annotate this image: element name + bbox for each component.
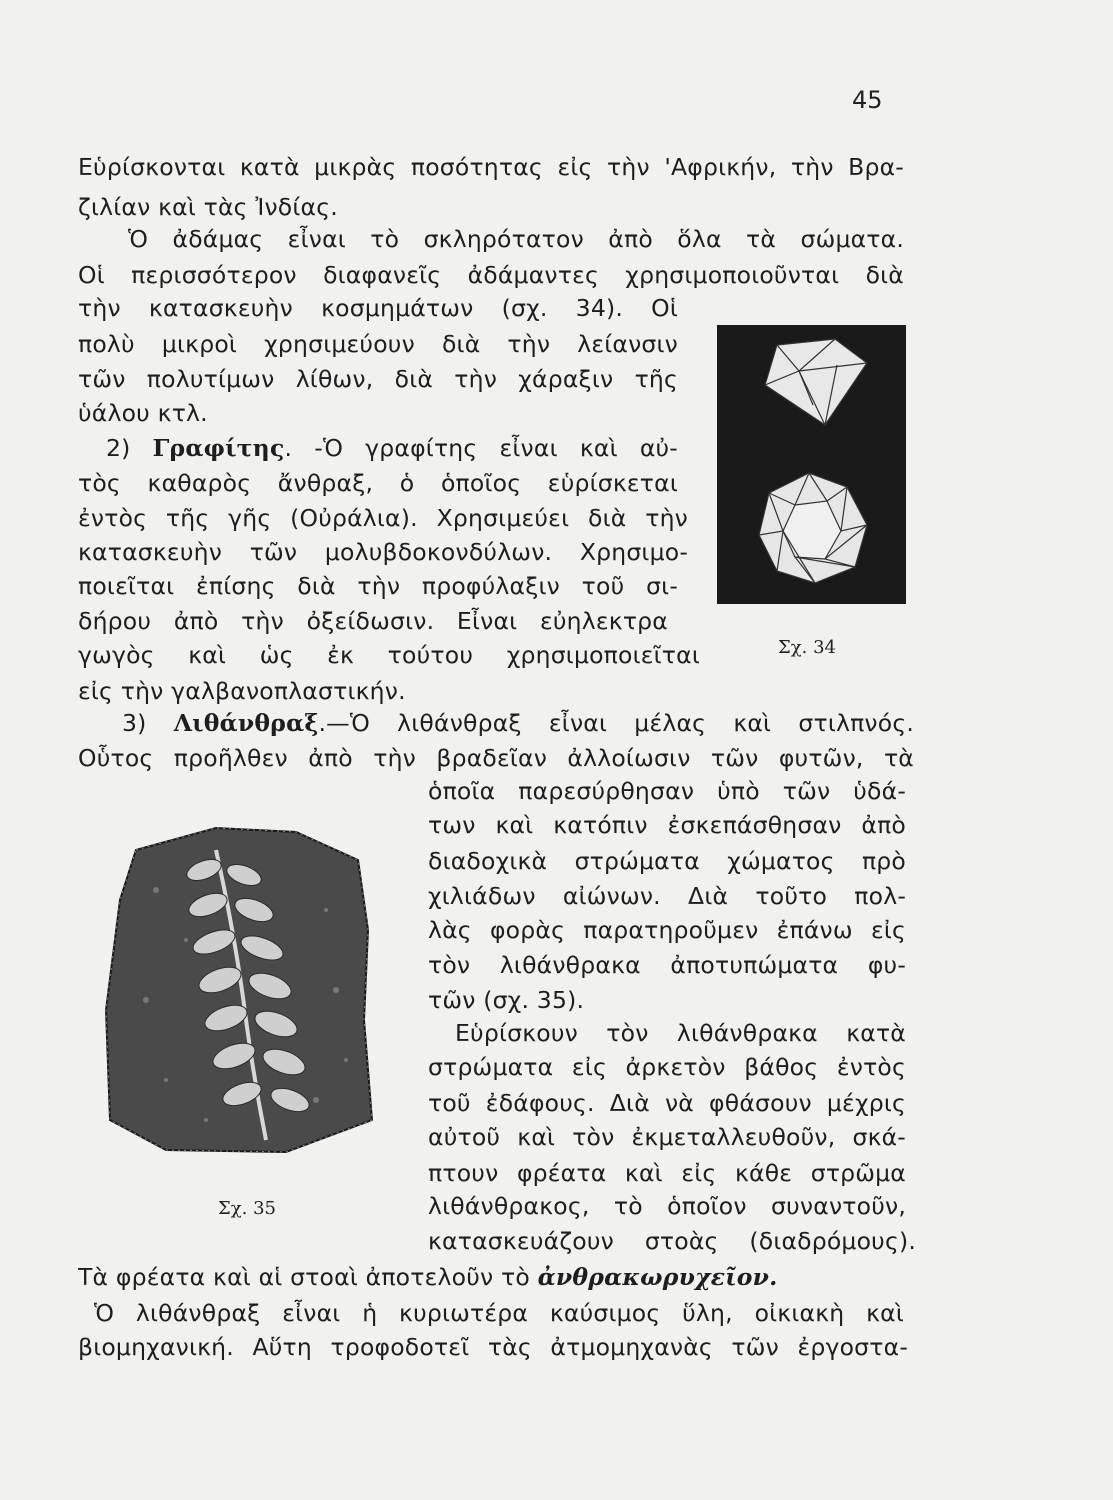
coal-heading-line [122, 706, 914, 740]
fossil-illustration [96, 820, 416, 1160]
text-line: κατασκευὴν τῶν μολυβδοκονδύλων. Χρησιμο- [78, 538, 688, 566]
shafts-line [78, 1260, 778, 1294]
section-number: 3) [122, 709, 147, 737]
figure-34-caption: Σχ. 34 [778, 637, 836, 658]
shafts-term: ἀνθρακωρυχεῖον. [537, 1263, 778, 1291]
graphite-heading-line [106, 431, 678, 465]
text-line: Εὑρίσκουν τὸν λιθάνθρακα κατὰ [455, 1019, 906, 1047]
text-line: αὐτοῦ καὶ τὸν ἐκμεταλλευθοῦν, σκά- [428, 1123, 906, 1151]
figure-35-fern-fossil [96, 820, 416, 1160]
page-number: 45 [852, 86, 883, 114]
text-line: τῶν (σχ. 35). [428, 986, 585, 1014]
heading-rest: .—Ὁ λιθάνθραξ εἶναι μέλας καὶ στιλπνός. [318, 709, 914, 737]
text-line: λὰς φορὰς παρατηροῦμεν ἐπάνω εἰς [428, 916, 906, 944]
text-line: τὸς καθαρὸς ἄνθραξ, ὁ ὁποῖος εὑρίσκεται [78, 469, 678, 497]
text-line: εἰς τὴν γαλβανοπλαστικήν. [78, 677, 406, 705]
shafts-text: Τὰ φρέατα καὶ αἱ στοαὶ ἀποτελοῦν τὸ [78, 1263, 530, 1291]
figure-34-diamonds [717, 325, 906, 604]
text-line: τῶν πολυτίμων λίθων, διὰ τὴν χάραξιν τῆς [78, 365, 678, 393]
text-line: τὸν λιθάνθρακα ἀποτυπώματα φυ- [428, 951, 906, 979]
text-line: ποιεῖται ἐπίσης διὰ τὴν προφύλαξιν τοῦ σι- [78, 572, 678, 600]
figure-35-caption: Σχ. 35 [218, 1198, 276, 1219]
section-term: Λιθάνθραξ [173, 709, 319, 737]
section-number: 2) [106, 434, 131, 462]
text-line: Οὗτος προῆλθεν ἀπὸ τὴν βραδεῖαν ἀλλοίωσιν τῶν φυτῶν, τὰ [78, 744, 914, 772]
text-line: πολὺ μικροὶ χρησιμεύουν διὰ τὴν λείανσιν [78, 330, 678, 358]
text-line: τὴν κατασκευὴν κοσμημάτων (σχ. 34). Οἱ [78, 294, 678, 322]
text-line: ὑάλου κτλ. [78, 399, 208, 427]
text-line: ζιλίαν καὶ τὰς Ἰνδίας. [78, 193, 338, 221]
text-line: κατασκευάζουν στοὰς (διαδρόμους). [428, 1227, 916, 1255]
text-line: Ὁ ἀδάμας εἶναι τὸ σκληρότατον ἀπὸ ὅλα τὰ σώματα. [128, 225, 904, 253]
text-line: Οἱ περισσότερον διαφανεῖς ἀδάμαντες χρησιμοποιοῦνται διὰ [78, 261, 904, 289]
text-line: ἐντὸς τῆς γῆς (Οὐράλια). Χρησιμεύει διὰ τὴν [78, 504, 688, 532]
text-line: των καὶ κατόπιν ἐσκεπάσθησαν ἀπὸ [428, 811, 906, 839]
text-line: πτουν φρέατα καὶ εἰς κάθε στρῶμα [428, 1159, 906, 1187]
text-line: τοῦ ἐδάφους. Διὰ νὰ φθάσουν μέχρις [428, 1089, 906, 1117]
text-line: γωγὸς καὶ ὡς ἐκ τούτου χρησιμοποιεῖται [78, 641, 700, 669]
text-line: στρώματα εἰς ἀρκετὸν βάθος ἐντὸς [428, 1053, 906, 1081]
heading-rest: . -Ὁ γραφίτης εἶναι καὶ αὐ- [284, 434, 678, 462]
text-line: χιλιάδων αἰώνων. Διὰ τοῦτο πολ- [428, 882, 906, 910]
section-term: Γραφίτης [152, 434, 285, 462]
text-line: βιομηχανική. Αὕτη τροφοδοτεῖ τὰς ἀτμομηχανὰς τῶν ἐργοστα- [78, 1333, 908, 1361]
text-line: δήρου ἀπὸ τὴν ὀξείδωσιν. Εἶναι εὐηλεκτρα [78, 607, 668, 635]
text-line: Ὁ λιθάνθραξ εἶναι ἡ κυριωτέρα καύσιμος ὕλη, οἰκιακὴ καὶ [94, 1299, 904, 1327]
text-line: Εὑρίσκονται κατὰ μικρὰς ποσότητας εἰς τὴν 'Αφρικήν, τὴν Βρα- [78, 153, 904, 181]
text-line: ὁποῖα παρεσύρθησαν ὑπὸ τῶν ὑδά- [428, 777, 906, 805]
text-line: λιθάνθρακος, τὸ ὁποῖον συναντοῦν, [428, 1192, 906, 1220]
diamond-illustration [717, 325, 906, 604]
text-line: διαδοχικὰ στρώματα χώματος πρὸ [428, 847, 906, 875]
